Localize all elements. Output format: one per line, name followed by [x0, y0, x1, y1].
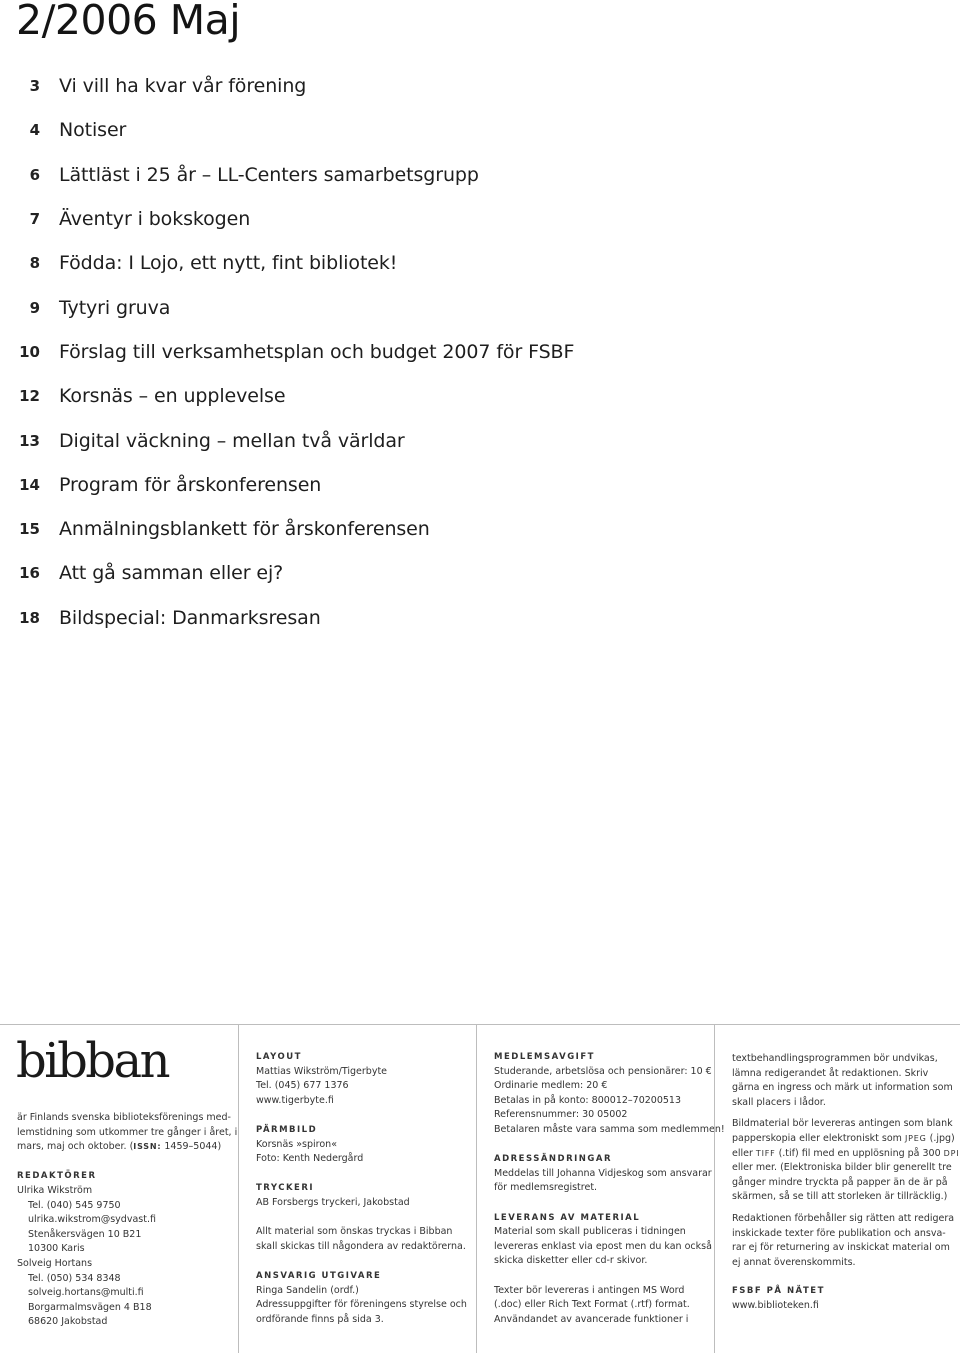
toc-title: Digital väckning – mellan två världar	[59, 429, 405, 452]
editor-phone: Tel. (040) 545 9750	[28, 1199, 121, 1211]
publisher-line: Adressuppgifter för föreningens styrelse och	[256, 1299, 467, 1311]
layout-heading: LAYOUT	[256, 1052, 302, 1062]
toc-page-number: 3	[29, 77, 40, 96]
toc-title: Vi vill ha kvar vår förening	[59, 75, 307, 98]
image-guideline-text: eller	[732, 1147, 756, 1159]
publisher-line: Ringa Sandelin (ordf.)	[256, 1284, 359, 1296]
toc-page-number: 14	[19, 475, 40, 494]
editor-postal: 10300 Karis	[28, 1243, 85, 1255]
editor-name: Solveig Hortans	[17, 1257, 93, 1269]
toc-item	[0, 507, 700, 551]
toc-item	[0, 197, 700, 241]
fee-line: Betalas in på konto: 800012–70200513	[494, 1094, 682, 1106]
delivery-line: skicka disketter eller cd-r skivor.	[494, 1255, 648, 1267]
toc-page-number: 13	[19, 431, 40, 450]
printer-heading: TRYCKERI	[256, 1183, 315, 1194]
toc-title: Att gå samman eller ej?	[59, 562, 284, 585]
toc-title: Program för årskonferensen	[59, 473, 322, 496]
colophon-column-guidelines	[714, 1025, 960, 1353]
issue-title: 2/2006 Maj	[16, 0, 241, 44]
toc-item	[0, 463, 700, 507]
intro-line: är Finlands svenska biblioteksförenings med-	[17, 1112, 231, 1123]
colophon-column-membership	[476, 1025, 725, 1353]
layout-line: Mattias Wikström/Tigerbyte	[256, 1065, 388, 1077]
address-line: för medlemsregistret.	[494, 1182, 598, 1194]
publisher-line: ordförande finns på sida 3.	[256, 1313, 384, 1325]
toc-page-number: 6	[29, 165, 40, 184]
guideline-line: textbehandlingsprogrammen bör undvikas,	[732, 1053, 938, 1064]
fee-heading: MEDLEMSAVGIFT	[494, 1052, 595, 1062]
address-line: Meddelas till Johanna Vidjeskog som ansvarar	[494, 1167, 712, 1179]
editor-street: Stenåkersvägen 10 B21	[28, 1228, 142, 1240]
toc-title: Bildspecial: Danmarksresan	[59, 606, 321, 629]
toc-item	[0, 153, 700, 197]
image-guideline-text: (.tif) fil med en upplösning på 300	[775, 1147, 944, 1159]
toc-title: Äventyr i bokskogen	[59, 208, 251, 231]
toc-title: Tytyri gruva	[59, 296, 171, 319]
editorial-rights-line: ej annat överenskommits.	[732, 1256, 856, 1268]
toc-title: Anmälningsblankett för årskonferensen	[59, 518, 430, 541]
image-guideline-line: eller mer. (Elektroniska bilder blir generellt tre	[732, 1162, 952, 1174]
membership-info	[494, 1050, 725, 1327]
toc-page-number: 15	[19, 520, 40, 539]
text-format-line: Användandet av avancerade funktioner i	[494, 1313, 689, 1325]
toc-item	[0, 596, 700, 640]
editor-email-link[interactable]: ulrika.wikstrom@sydvast.fi	[28, 1214, 156, 1226]
publication-info	[17, 1111, 238, 1330]
toc-title: Födda: I Lojo, ett nytt, fint bibliotek!	[59, 252, 398, 275]
toc-title: Notiser	[59, 119, 127, 142]
material-line: Allt material som önskas tryckas i Bibban	[256, 1226, 453, 1238]
web-heading: FSBF PÅ NÄTET	[732, 1286, 825, 1297]
fee-line: Ordinarie medlem: 20 €	[494, 1080, 608, 1092]
image-guideline-line: gånger mindre tryckta på papper än de är på	[732, 1176, 948, 1188]
toc-item	[0, 418, 700, 462]
toc-item	[0, 64, 700, 108]
image-guideline-line: Bildmaterial bör levereras antingen som blank	[732, 1118, 953, 1130]
editorial-rights-line: Redaktionen förbehåller sig rätten att redigera	[732, 1212, 955, 1224]
image-guideline-text: papperskopia eller elektroniskt som	[732, 1132, 905, 1144]
toc-item	[0, 374, 700, 418]
colophon	[0, 1024, 960, 1353]
toc-page-number: 4	[29, 121, 40, 140]
fee-line: Studerande, arbetslösa och pensionärer: 10 €	[494, 1065, 712, 1077]
layout-website-link[interactable]: www.tigerbyte.fi	[256, 1094, 334, 1106]
toc-page-number: 7	[29, 210, 40, 229]
intro-line: lemstidning som utkommer tre gånger i året, i	[17, 1126, 238, 1138]
delivery-heading: LEVERANS AV MATERIAL	[494, 1212, 641, 1223]
image-guideline-text: (.jpg)	[926, 1132, 955, 1144]
colophon-column-publication	[0, 1025, 238, 1353]
toc-title: Korsnäs – en upplevelse	[59, 385, 286, 408]
publisher-heading: ANSVARIG UTGIVARE	[256, 1270, 382, 1281]
material-line: skall skickas till någondera av redaktörerna.	[256, 1240, 466, 1252]
toc-title: Lättläst i 25 år – LL-Centers samarbetsgrupp	[59, 163, 479, 186]
image-guideline-line	[732, 1132, 953, 1147]
cover-line: Foto: Kenth Nedergård	[256, 1153, 364, 1165]
editor-street: Borgarmalmsvägen 4 B18	[28, 1301, 152, 1313]
guideline-line: lämna redigerandet åt redaktionen. Skriv	[732, 1067, 929, 1079]
toc-page-number: 10	[19, 342, 40, 361]
toc-title: Förslag till verksamhetsplan och budget 2007 för FSBF	[59, 340, 575, 363]
delivery-line: levereras enklast via epost men du kan också	[494, 1240, 712, 1252]
editor-postal: 68620 Jakobstad	[28, 1316, 108, 1328]
guidelines-info	[732, 1052, 960, 1314]
issn-value: 1459–5044	[164, 1141, 218, 1153]
web-link[interactable]: www.biblioteken.fi	[732, 1299, 819, 1311]
dpi-label: DPI	[943, 1148, 960, 1158]
layout-line: Tel. (045) 677 1376	[256, 1080, 349, 1092]
text-format-line: Texter bör levereras i antingen MS Word	[494, 1284, 685, 1296]
toc-page-number: 8	[29, 254, 40, 273]
colophon-column-production	[238, 1025, 477, 1353]
issn-label: ISSN:	[133, 1142, 162, 1152]
production-info	[256, 1050, 469, 1327]
editor-name: Ulrika Wikström	[17, 1184, 93, 1196]
bibban-logo: bibban	[16, 1033, 169, 1089]
printer-line: AB Forsbergs tryckeri, Jakobstad	[256, 1196, 410, 1208]
tiff-label: TIFF	[755, 1148, 776, 1158]
table-of-contents	[0, 64, 700, 640]
intro-line: mars, maj och oktober.	[17, 1141, 127, 1153]
fee-line: Betalaren måste vara samma som medlemmen!	[494, 1123, 725, 1135]
editorial-rights-line: rar ej för returnering av inskickat material om	[732, 1242, 950, 1254]
toc-page-number: 9	[29, 298, 40, 317]
toc-item	[0, 108, 700, 152]
image-guideline-line: skärmen, så se till att storleken är tillräcklig.)	[732, 1191, 948, 1203]
toc-item	[0, 551, 700, 595]
text-format-line: (.doc) eller Rich Text Format (.rtf) format.	[494, 1299, 690, 1311]
intro-issn-line: mars, maj och oktober. (ISSN: 1459–5044)	[17, 1141, 222, 1153]
editorial-rights-line: inskickade texter före publikation och ansva-	[732, 1227, 946, 1239]
toc-page-number: 12	[19, 387, 40, 406]
image-guideline-line	[732, 1147, 960, 1162]
toc-page-number: 16	[19, 564, 40, 583]
toc-item	[0, 330, 700, 374]
guideline-line: gärna en ingress och märk ut information som	[732, 1082, 953, 1094]
toc-page-number: 18	[19, 608, 40, 627]
editor-email-link[interactable]: solveig.hortans@multi.fi	[28, 1287, 144, 1299]
cover-heading: PÄRMBILD	[256, 1124, 318, 1135]
guideline-line: skall placers i lådor.	[732, 1096, 826, 1108]
fee-line: Referensnummer: 30 05002	[494, 1109, 628, 1121]
jpeg-label: JPEG	[904, 1133, 927, 1143]
cover-line: Korsnäs »spiron«	[256, 1138, 338, 1150]
toc-item	[0, 241, 700, 285]
editor-phone: Tel. (050) 534 8348	[28, 1272, 121, 1284]
toc-item	[0, 285, 700, 329]
editors-heading: REDAKTÖRER	[17, 1171, 97, 1182]
delivery-line: Material som skall publiceras i tidningen	[494, 1226, 686, 1238]
address-heading: ADRESSÄNDRINGAR	[494, 1154, 613, 1165]
